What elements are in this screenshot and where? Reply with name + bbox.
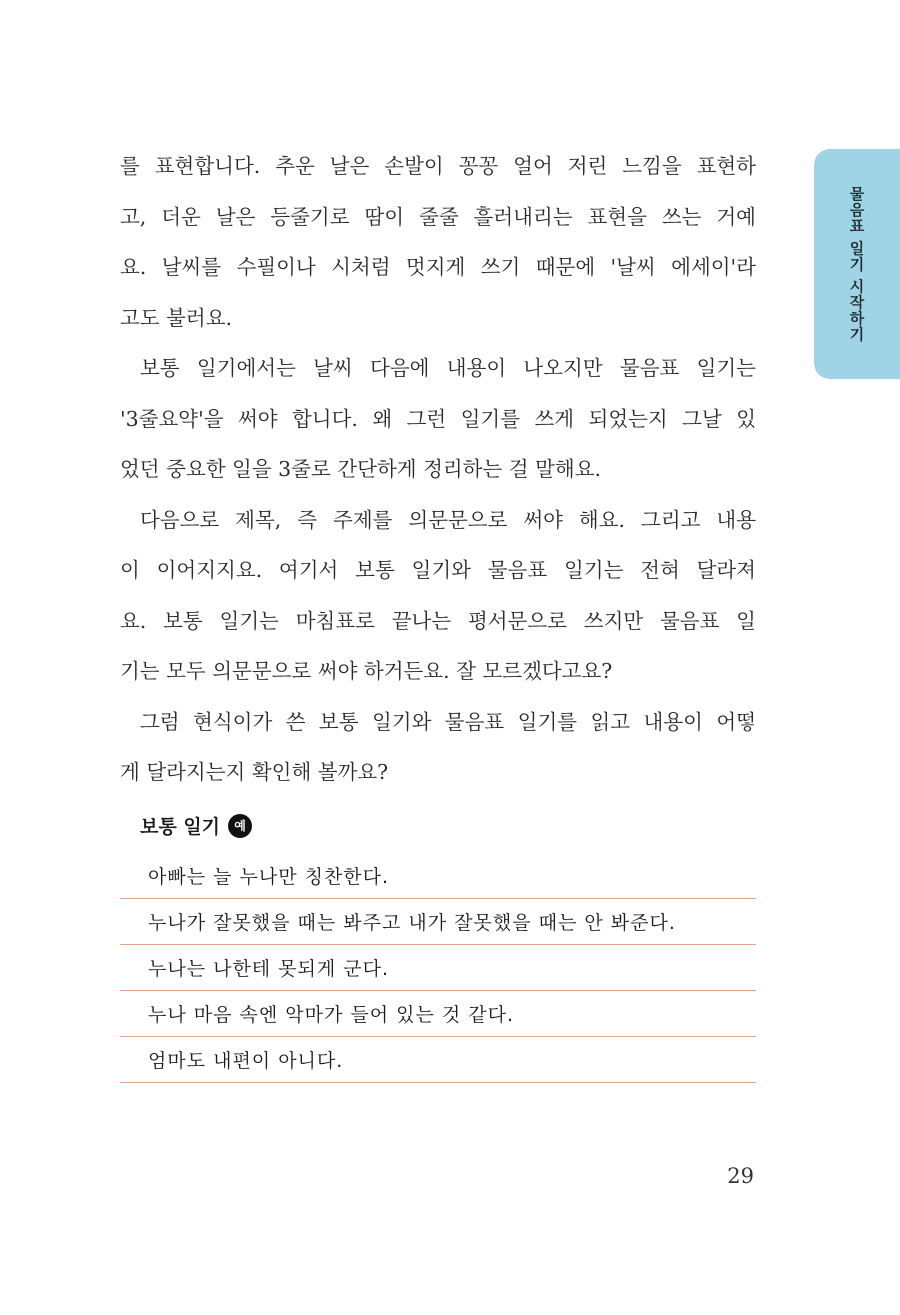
body-line: 게 달라지는지 확인해 볼까요?	[120, 760, 389, 784]
diary-line: 엄마도 내편이 아니다.	[120, 1037, 756, 1083]
body-line: 요. 보통 일기는 마침표로 끝나는 평서문으로 쓰지만 물음표 일	[120, 608, 756, 633]
body-line: 요. 날씨를 수필이나 시처럼 멋지게 쓰기 때문에 '날씨 에세이'라	[120, 255, 756, 279]
body-line: '3줄요약'을 써야 합니다. 왜 그런 일기를 쓰게 되었는지 그날 있	[120, 406, 756, 431]
diary-line: 누나는 나한테 못되게 군다.	[120, 945, 756, 991]
chapter-side-tab	[814, 149, 900, 379]
page-number: 29	[727, 1164, 754, 1188]
diary-example-title	[140, 812, 252, 839]
diary-line: 아빠는 늘 누나만 칭찬한다.	[120, 853, 756, 899]
body-line: 그럼 현식이가 쓴 보통 일기와 물음표 일기를 읽고 내용이 어떻	[140, 709, 756, 734]
diary-line: 누나 마음 속엔 악마가 들어 있는 것 같다.	[120, 991, 756, 1037]
chapter-side-tab-label: 물음표 일기 시작하기	[847, 185, 866, 343]
diary-lined-box	[120, 853, 756, 1083]
diary-title-text: 보통 일기	[140, 816, 221, 838]
diary-line: 누나가 잘못했을 때는 봐주고 내가 잘못했을 때는 안 봐준다.	[120, 899, 756, 945]
body-line: 보통 일기에서는 날씨 다음에 내용이 나오지만 물음표 일기는	[140, 356, 756, 380]
body-line: 고, 더운 날은 등줄기로 땀이 줄줄 흘러내리는 표현을 쓰는 거예	[120, 204, 756, 229]
body-line: 를 표현합니다. 추운 날은 손발이 꽁꽁 얼어 저린 느낌을 표현하	[120, 154, 756, 178]
body-line: 었던 중요한 일을 3줄로 간단하게 정리하는 걸 말해요.	[120, 457, 602, 481]
body-text	[120, 141, 756, 798]
example-badge: 예	[228, 814, 252, 838]
body-line: 이 이어지지요. 여기서 보통 일기와 물음표 일기는 전혀 달라져	[120, 558, 756, 582]
body-line: 고도 불러요.	[120, 305, 233, 330]
body-line: 다음으로 제목, 즉 주제를 의문문으로 써야 해요. 그리고 내용	[140, 507, 756, 532]
body-line: 기는 모두 의문문으로 써야 하거든요. 잘 모르겠다고요?	[120, 659, 613, 683]
